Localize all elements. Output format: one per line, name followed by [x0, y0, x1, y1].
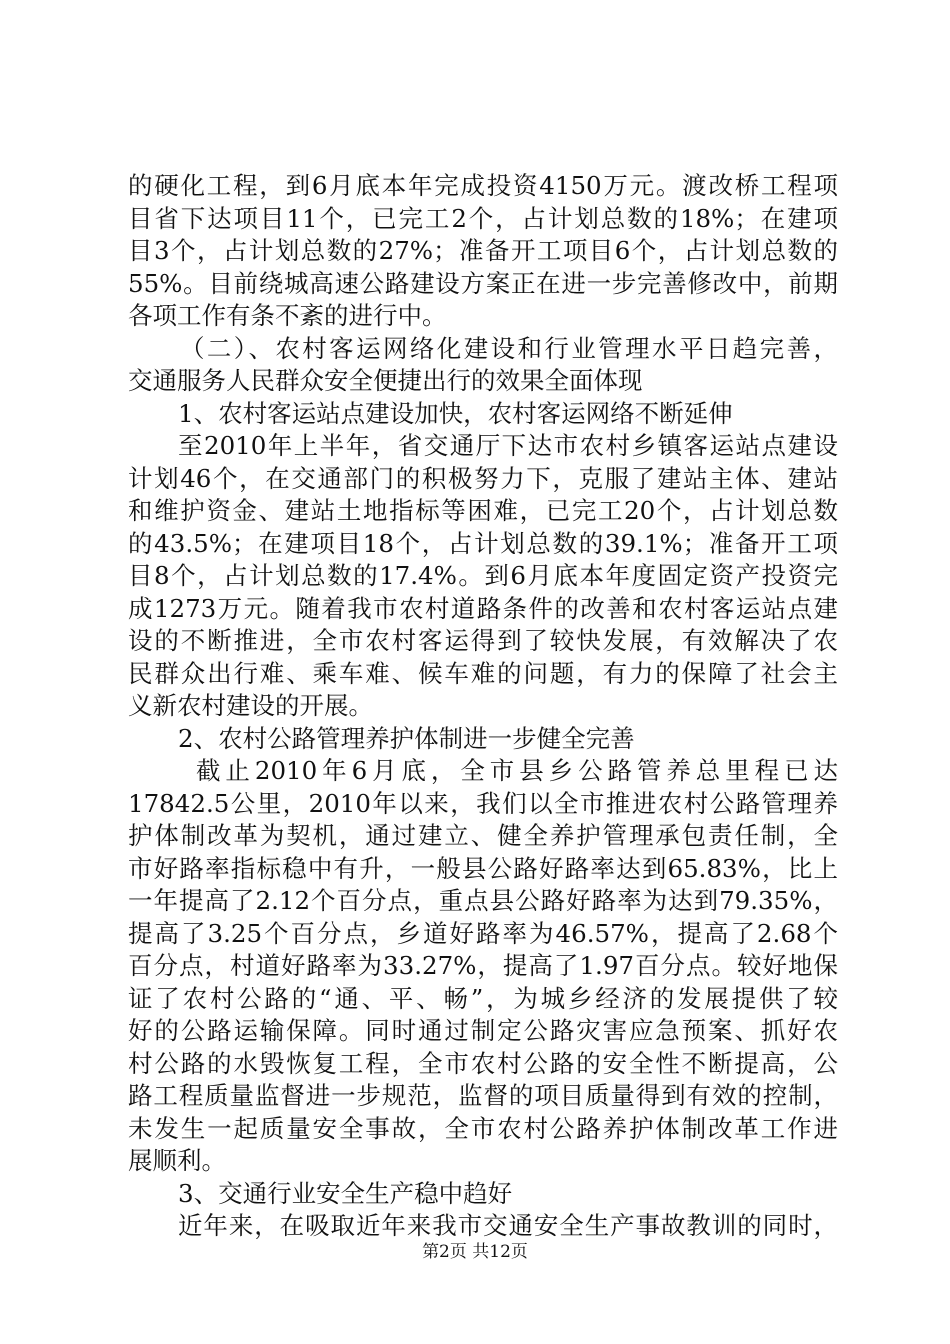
body-line: 各项工作有条不紊的进行中。 — [128, 301, 447, 330]
body-line: 55%。目前绕城高速公路建设方案正在进一步完善修改中，前期 — [128, 269, 838, 298]
body-line: 一年提高了2.12个百分点，重点县公路好路率为达到79.35%， — [128, 886, 838, 915]
body-line: 17842.5公里，2010年以来，我们以全市推进农村公路管理养 — [128, 789, 838, 818]
body-line: 目省下达项目11个，已完工2个，占计划总数的18%；在建项 — [128, 204, 838, 233]
body-line: 目8个，占计划总数的17.4%。到6月底本年度固定资产投资完 — [128, 561, 838, 590]
body-line: 成1273万元。随着我市农村道路条件的改善和农村客运站点建 — [128, 594, 838, 623]
body-line: 护体制改革为契机，通过建立、健全养护管理承包责任制，全 — [128, 821, 838, 850]
body-line: 好的公路运输保障。同时通过制定公路灾害应急预案、抓好农 — [128, 1016, 838, 1045]
body-line: 设的不断推进，全市农村客运得到了较快发展，有效解决了农 — [128, 626, 838, 655]
body-line: 义新农村建设的开展。 — [128, 691, 373, 720]
body-line: 计划46个，在交通部门的积极努力下，克服了建站主体、建站 — [128, 464, 838, 493]
body-line: 路工程质量监督进一步规范，监督的项目质量得到有效的控制， — [128, 1081, 838, 1110]
body-line: 未发生一起质量安全事故，全市农村公路养护体制改革工作进 — [128, 1114, 838, 1143]
body-line: 证了农村公路的“通、平、畅”，为城乡经济的发展提供了较 — [128, 984, 838, 1013]
body-line: 市好路率指标稳中有升，一般县公路好路率达到65.83%，比上 — [128, 854, 838, 883]
subheading-3: 3、交通行业安全生产稳中趋好 — [178, 1179, 513, 1208]
body-line: 民群众出行难、乘车难、候车难的问题，有力的保障了社会主 — [128, 659, 838, 688]
page-footer: 第2页 共12页 — [422, 1242, 528, 1262]
body-line: 和维护资金、建站土地指标等困难，已完工20个，占计划总数 — [128, 496, 838, 525]
subheading-1: 1、农村客运站点建设加快，农村客运网络不断延伸 — [178, 399, 733, 428]
body-line: 百分点，村道好路率为33.27%，提高了1.97百分点。较好地保 — [128, 951, 838, 980]
section-heading: （二）、农村客运网络化建设和行业管理水平日趋完善， — [180, 334, 838, 363]
section-heading-cont: 交通服务人民群众安全便捷出行的效果全面体现 — [128, 366, 643, 395]
body-line: 至2010年上半年，省交通厅下达市农村乡镇客运站点建设 — [178, 431, 838, 460]
body-line: 的43.5%；在建项目18个，占计划总数的39.1%；准备开工项 — [128, 529, 838, 558]
body-line: 近年来，在吸取近年来我市交通安全生产事故教训的同时， — [178, 1211, 838, 1240]
body-line: 提高了3.25个百分点，乡道好路率为46.57%，提高了2.68个 — [128, 919, 838, 948]
body-line: 村公路的水毁恢复工程，全市农村公路的安全性不断提高，公 — [128, 1049, 838, 1078]
body-line: 展顺利。 — [128, 1146, 226, 1175]
body-line: 截止2010年6月底，全市县乡公路管养总里程已达 — [196, 756, 838, 785]
subheading-2: 2、农村公路管理养护体制进一步健全完善 — [178, 724, 635, 753]
body-line: 的硬化工程，到6月底本年完成投资4150万元。渡改桥工程项 — [128, 171, 838, 200]
body-line: 目3个，占计划总数的27%；准备开工项目6个，占计划总数的 — [128, 236, 838, 265]
